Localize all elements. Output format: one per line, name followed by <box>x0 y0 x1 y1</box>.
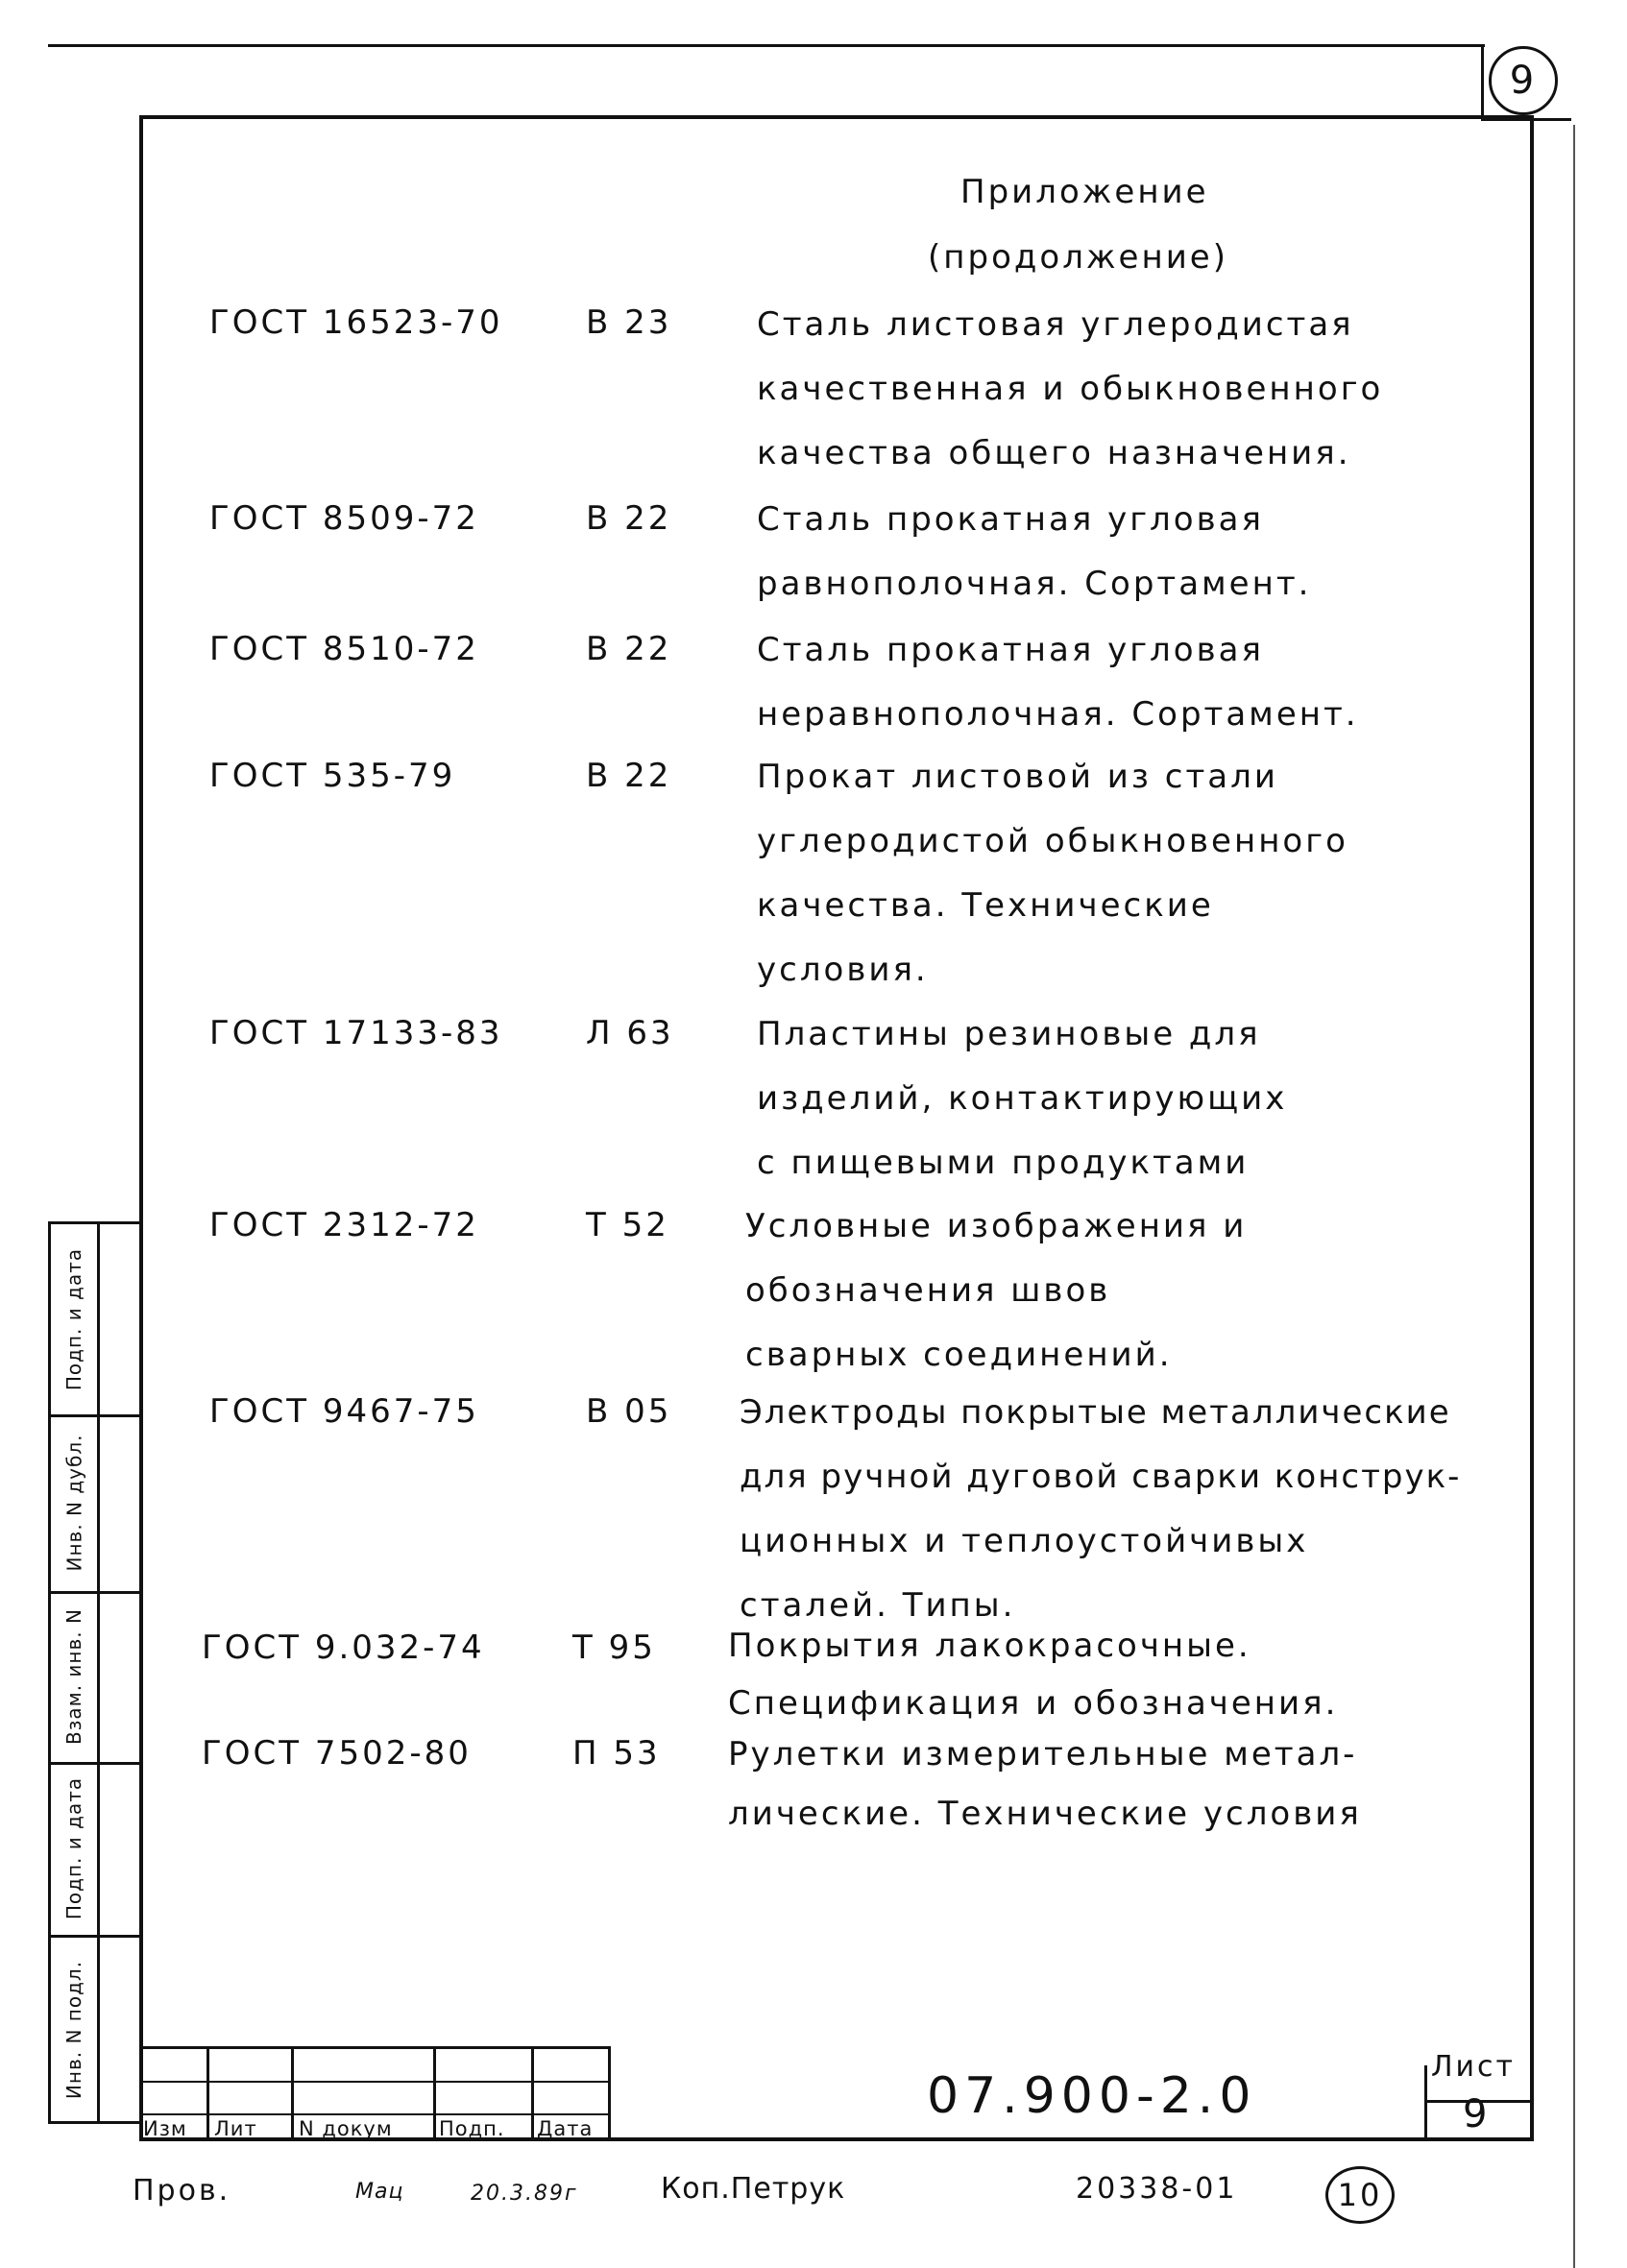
description-line: Сталь прокатная угловая <box>757 631 1264 669</box>
description-line: неравнополочная. Сортамент. <box>757 695 1359 734</box>
col-n-dokum: N докум <box>299 2117 393 2140</box>
page-number: 9 <box>1489 46 1558 115</box>
row-description <box>757 293 1383 486</box>
row-code: П 53 <box>572 1734 661 1773</box>
title-block <box>139 2046 1534 2141</box>
side-label: Подп. и дата <box>62 1247 85 1391</box>
footer-circled-number: 10 <box>1325 2166 1395 2224</box>
appendix-heading: Приложение <box>960 173 1209 211</box>
description-line: качества общего назначения. <box>757 434 1351 472</box>
row-code: В 22 <box>586 499 672 538</box>
row-code: В 22 <box>586 630 672 668</box>
col-lit: Лит <box>214 2117 257 2140</box>
description-line: условия. <box>757 951 929 989</box>
description-line: качества. Технические <box>757 886 1214 925</box>
row-code: В 22 <box>586 757 672 795</box>
row-description <box>757 745 1348 1002</box>
description-line: Покрытия лакокрасочные. <box>728 1627 1251 1665</box>
row-standard: ГОСТ 9.032-74 <box>202 1629 485 1667</box>
description-line: с пищевыми продуктами <box>757 1144 1250 1182</box>
signature: Мац <box>355 2180 404 2204</box>
right-rule <box>1573 125 1575 2268</box>
top-rule <box>48 44 1485 47</box>
sheet-label: Лист <box>1431 2050 1517 2084</box>
row-standard: ГОСТ 9467-75 <box>209 1392 479 1431</box>
row-standard: ГОСТ 8510-72 <box>209 630 479 668</box>
description-line: для ручной дуговой сварки конструк- <box>740 1458 1462 1496</box>
col-data: Дата <box>537 2117 594 2140</box>
sheet-number: 9 <box>1463 2092 1491 2136</box>
description-line: лические. Технические условия <box>728 1795 1362 1833</box>
description-line: Спецификация и обозначения. <box>728 1684 1339 1723</box>
row-standard: ГОСТ 535-79 <box>209 757 456 795</box>
description-line: сварных соединений. <box>745 1336 1173 1374</box>
description-line: Сталь листовая углеродистая <box>757 305 1354 344</box>
side-label: Инв. N подл. <box>62 1960 86 2099</box>
description-line: углеродистой обыкновенного <box>757 822 1348 860</box>
row-code: Л 63 <box>586 1014 674 1052</box>
signature-date: 20.3.89г <box>471 2182 578 2206</box>
row-description <box>728 1617 1338 1732</box>
description-line: Сталь прокатная угловая <box>757 500 1264 539</box>
row-description <box>728 1725 1362 1844</box>
description-line: качественная и обыкновенного <box>757 370 1384 408</box>
row-code: В 23 <box>586 303 672 342</box>
description-line: обозначения швов <box>745 1271 1111 1310</box>
row-standard: ГОСТ 8509-72 <box>209 499 479 538</box>
row-description <box>757 1002 1287 1195</box>
col-podp: Подп. <box>439 2117 505 2140</box>
row-description <box>757 488 1311 616</box>
row-code: В 05 <box>586 1392 672 1431</box>
description-line: ционных и теплоустойчивых <box>740 1522 1309 1560</box>
checked-label: Пров. <box>133 2174 231 2208</box>
row-standard: ГОСТ 2312-72 <box>209 1206 479 1244</box>
appendix-continued: (продолжение) <box>928 238 1228 277</box>
row-code: Т 95 <box>572 1629 656 1667</box>
side-cell-vzam-inv <box>51 1591 97 1762</box>
description-line: равнополочная. Сортамент. <box>757 565 1312 603</box>
col-izm: Изм <box>143 2117 187 2140</box>
description-line: Рулетки измерительные метал- <box>728 1735 1358 1773</box>
description-line: изделий, контактирующих <box>757 1079 1288 1118</box>
row-description <box>740 1381 1461 1638</box>
description-line: Прокат листовой из стали <box>757 758 1278 796</box>
side-cell-podp-data <box>51 1762 97 1935</box>
side-cell-inv-dubl <box>51 1414 97 1591</box>
description-line: Условные изображения и <box>745 1207 1248 1245</box>
description-line: Электроды покрытые металлические <box>740 1393 1451 1432</box>
row-standard: ГОСТ 7502-80 <box>202 1734 472 1773</box>
side-label: Взам. инв. N <box>62 1608 86 1745</box>
copied-by: Коп.Петрук <box>661 2172 846 2206</box>
description-line: Пластины резиновые для <box>757 1015 1261 1053</box>
side-cell-podp-data-2 <box>51 1224 97 1414</box>
side-label: Инв. N дубл. <box>62 1434 85 1572</box>
row-code: Т 52 <box>586 1206 669 1244</box>
row-description <box>757 618 1359 747</box>
side-label: Подп. и дата <box>62 1776 85 1920</box>
side-stamp <box>48 1221 139 2124</box>
row-description <box>745 1194 1247 1387</box>
row-standard: ГОСТ 16523-70 <box>209 303 503 342</box>
description-line: сталей. Типы. <box>740 1586 1016 1625</box>
order-number: 20338-01 <box>1076 2172 1238 2206</box>
document-code: 07.900-2.0 <box>927 2067 1257 2125</box>
row-standard: ГОСТ 17133-83 <box>209 1014 503 1052</box>
side-cell-inv-podl <box>51 1935 97 2124</box>
